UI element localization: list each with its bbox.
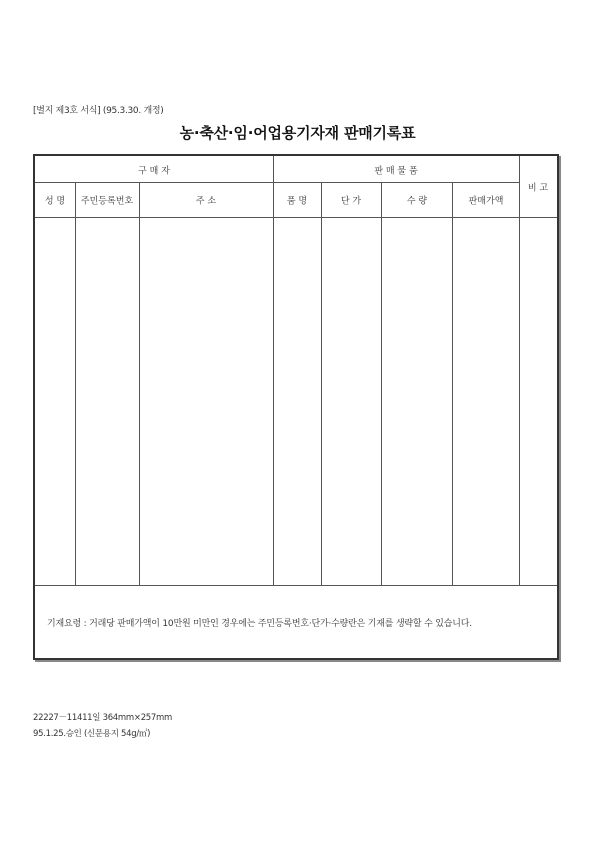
sales-record-table: [33, 154, 559, 660]
col-sale-amount: 판매가액: [468, 196, 504, 207]
header-sold-item: 판 매 물 품: [374, 166, 418, 177]
col-product-name: 품 명: [286, 196, 308, 207]
form-reference: [별지 제3호 서식] (95.3.30. 개정): [33, 106, 164, 116]
col-name: 성 명: [44, 196, 66, 207]
page-title: 농·축산·임·어업용기자재 판매기록표: [179, 124, 416, 142]
footer-form-number: 22227－11411일 364mm×257mm: [33, 713, 172, 723]
header-remarks: 비 고: [527, 183, 549, 194]
col-resident-number: 주민등록번호: [80, 196, 134, 207]
footer-approval: 95.1.25.승인 (신문용지 54g/㎡): [33, 729, 151, 739]
col-unit-price: 단 가: [340, 196, 362, 207]
header-buyer: 구 매 자: [138, 166, 170, 177]
col-quantity: 수 량: [406, 196, 428, 207]
table-grid: [35, 156, 557, 658]
col-address: 주 소: [195, 196, 217, 207]
entry-instructions: 기재요령 : 거래당 판매가액이 10만원 미만인 경우에는 주민등록번호·단가·수량란은 기재를 생략할 수 있습니다.: [47, 619, 472, 629]
